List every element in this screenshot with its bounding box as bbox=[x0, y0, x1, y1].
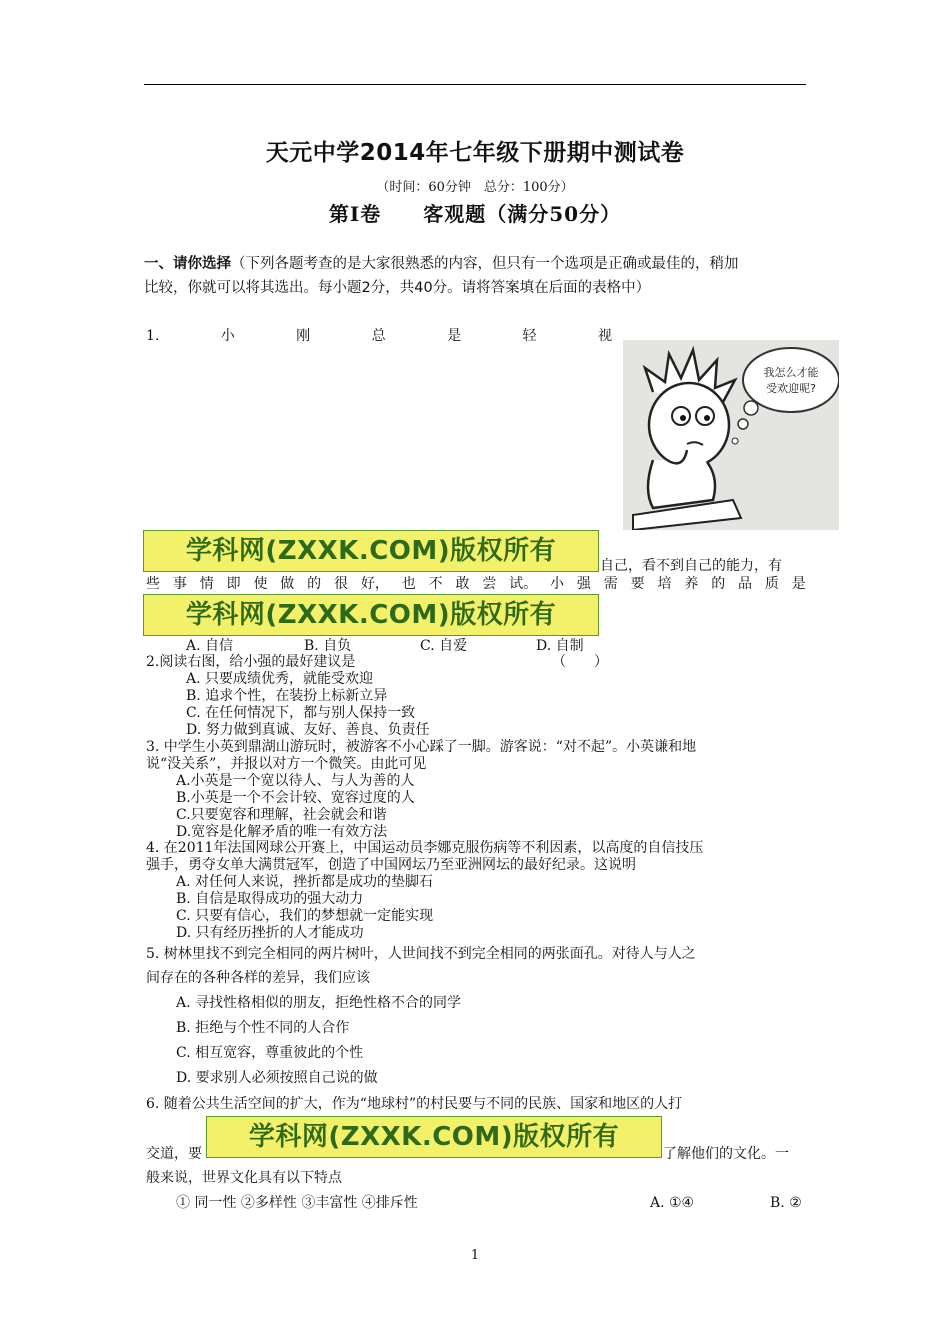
q5-stem-line2: 间存在的各种各样的差异，我们应该 bbox=[146, 970, 370, 986]
q5-stem-line1: 5. 树林里找不到完全相同的两片树叶，人世间找不到完全相同的两张面孔。对待人与人之 bbox=[146, 946, 696, 962]
q2-option-d: D. 努力做到真诚、友好、善良、负责任 bbox=[186, 722, 430, 738]
watermark-stamp: 学科网(ZXXK.COM)版权所有 bbox=[143, 594, 599, 636]
q1-line1: 1. 小 刚 总 是 轻 视 bbox=[146, 328, 612, 344]
q5-option-c: C. 相互宽容，尊重彼此的个性 bbox=[176, 1045, 364, 1061]
q3-stem-line1: 3. 中学生小英到鼎湖山游玩时，被游客不小心踩了一脚。游客说：“对不起”。小英谦和地 bbox=[146, 739, 697, 755]
exam-time-score: （时间：60分钟 总分：100分） bbox=[376, 180, 574, 195]
q1-option-a: A. 自信 bbox=[186, 638, 234, 654]
cartoon-bubble-line1: 我怎么才能 bbox=[763, 366, 819, 379]
q1-line2: 自己，看不到自己的能力，有 bbox=[600, 558, 782, 574]
section-instructions-line2: 比较，你就可以将其选出。每小题2分，共40分。请将答案填在后面的表格中） bbox=[144, 280, 651, 296]
cartoon-boy-illustration bbox=[623, 340, 839, 530]
page-number: 1 bbox=[470, 1248, 480, 1263]
q4-option-d: D. 只有经历挫折的人才能成功 bbox=[176, 925, 364, 941]
q6-stem-line2-right: 了解他们的文化。一 bbox=[663, 1146, 789, 1162]
q6-stem-line3: 般来说，世界文化具有以下特点 bbox=[146, 1170, 342, 1186]
q6-stem-line2-left: 交道，要 bbox=[146, 1146, 202, 1162]
q3-option-c: C.只要宽容和理解，社会就会和谐 bbox=[176, 807, 387, 823]
q4-option-a: A. 对任何人来说，挫折都是成功的垫脚石 bbox=[176, 874, 434, 890]
q3-option-d: D.宽容是化解矛盾的唯一有效方法 bbox=[176, 824, 388, 840]
exam-title: 天元中学2014年七年级下册期中测试卷 bbox=[265, 140, 685, 166]
q4-stem-line2: 强手，勇夺女单大满贯冠军，创造了中国网坛乃至亚洲网坛的最好纪录。这说明 bbox=[146, 857, 636, 873]
q2-stem: 2.阅读右图，给小强的最好建议是 bbox=[146, 654, 356, 670]
q4-stem-line1: 4. 在2011年法国网球公开赛上，中国运动员李娜克服伤病等不利因素，以高度的自信技压 bbox=[146, 840, 704, 856]
cartoon-bubble-line2: 受欢迎呢? bbox=[766, 382, 816, 395]
q5-option-b: B. 拒绝与个性不同的人合作 bbox=[176, 1020, 350, 1036]
q1-option-b: B. 自负 bbox=[304, 638, 352, 654]
header-rule bbox=[144, 84, 806, 85]
q1-line3: 些 事 情 即 使 做 的 很 好， 也 不 敢 尝 试。 小 强 需 要 培 养 的 品 质 是 bbox=[146, 576, 806, 592]
q5-option-a: A. 寻找性格相似的朋友，拒绝性格不合的同学 bbox=[176, 995, 462, 1011]
section-heading: 一、请你选择 bbox=[144, 256, 231, 272]
section-instructions-line1: 一、请你选择（下列各题考查的是大家很熟悉的内容，但只有一个选项是正确或最佳的，稍加 bbox=[144, 256, 739, 272]
q1-option-c: C. 自爱 bbox=[420, 638, 468, 654]
q6-items: ① 同一性 ②多样性 ③丰富性 ④排斥性 bbox=[176, 1195, 418, 1211]
q6-option-b: B. ② bbox=[770, 1195, 802, 1211]
q2-option-b: B. 追求个性，在装扮上标新立异 bbox=[186, 688, 388, 704]
q2-option-c: C. 在任何情况下，都与别人保持一致 bbox=[186, 705, 416, 721]
q6-stem-line1: 6. 随着公共生活空间的扩大，作为“地球村”的村民要与不同的民族、国家和地区的人打 bbox=[146, 1096, 683, 1112]
q4-option-c: C. 只要有信心，我们的梦想就一定能实现 bbox=[176, 908, 434, 924]
q3-option-b: B.小英是一个不会计较、宽容过度的人 bbox=[176, 790, 415, 806]
part-title: 第Ⅰ卷 客观题（满分50分） bbox=[328, 202, 622, 226]
q2-answer-bracket: （ ） bbox=[552, 654, 608, 670]
cartoon-image bbox=[623, 340, 839, 530]
q2-option-a: A. 只要成绩优秀，就能受欢迎 bbox=[186, 671, 374, 687]
q5-option-d: D. 要求别人必须按照自己说的做 bbox=[176, 1070, 378, 1086]
watermark-stamp: 学科网(ZXXK.COM)版权所有 bbox=[206, 1116, 662, 1158]
q6-option-a: A. ①④ bbox=[650, 1195, 695, 1211]
q3-option-a: A.小英是一个宽以待人、与人为善的人 bbox=[176, 773, 415, 789]
q1-option-d: D. 自制 bbox=[536, 638, 584, 654]
q3-stem-line2: 说“没关系”，并报以对方一个微笑。由此可见 bbox=[146, 756, 427, 772]
q4-option-b: B. 自信是取得成功的强大动力 bbox=[176, 891, 364, 907]
watermark-stamp: 学科网(ZXXK.COM)版权所有 bbox=[143, 530, 599, 572]
